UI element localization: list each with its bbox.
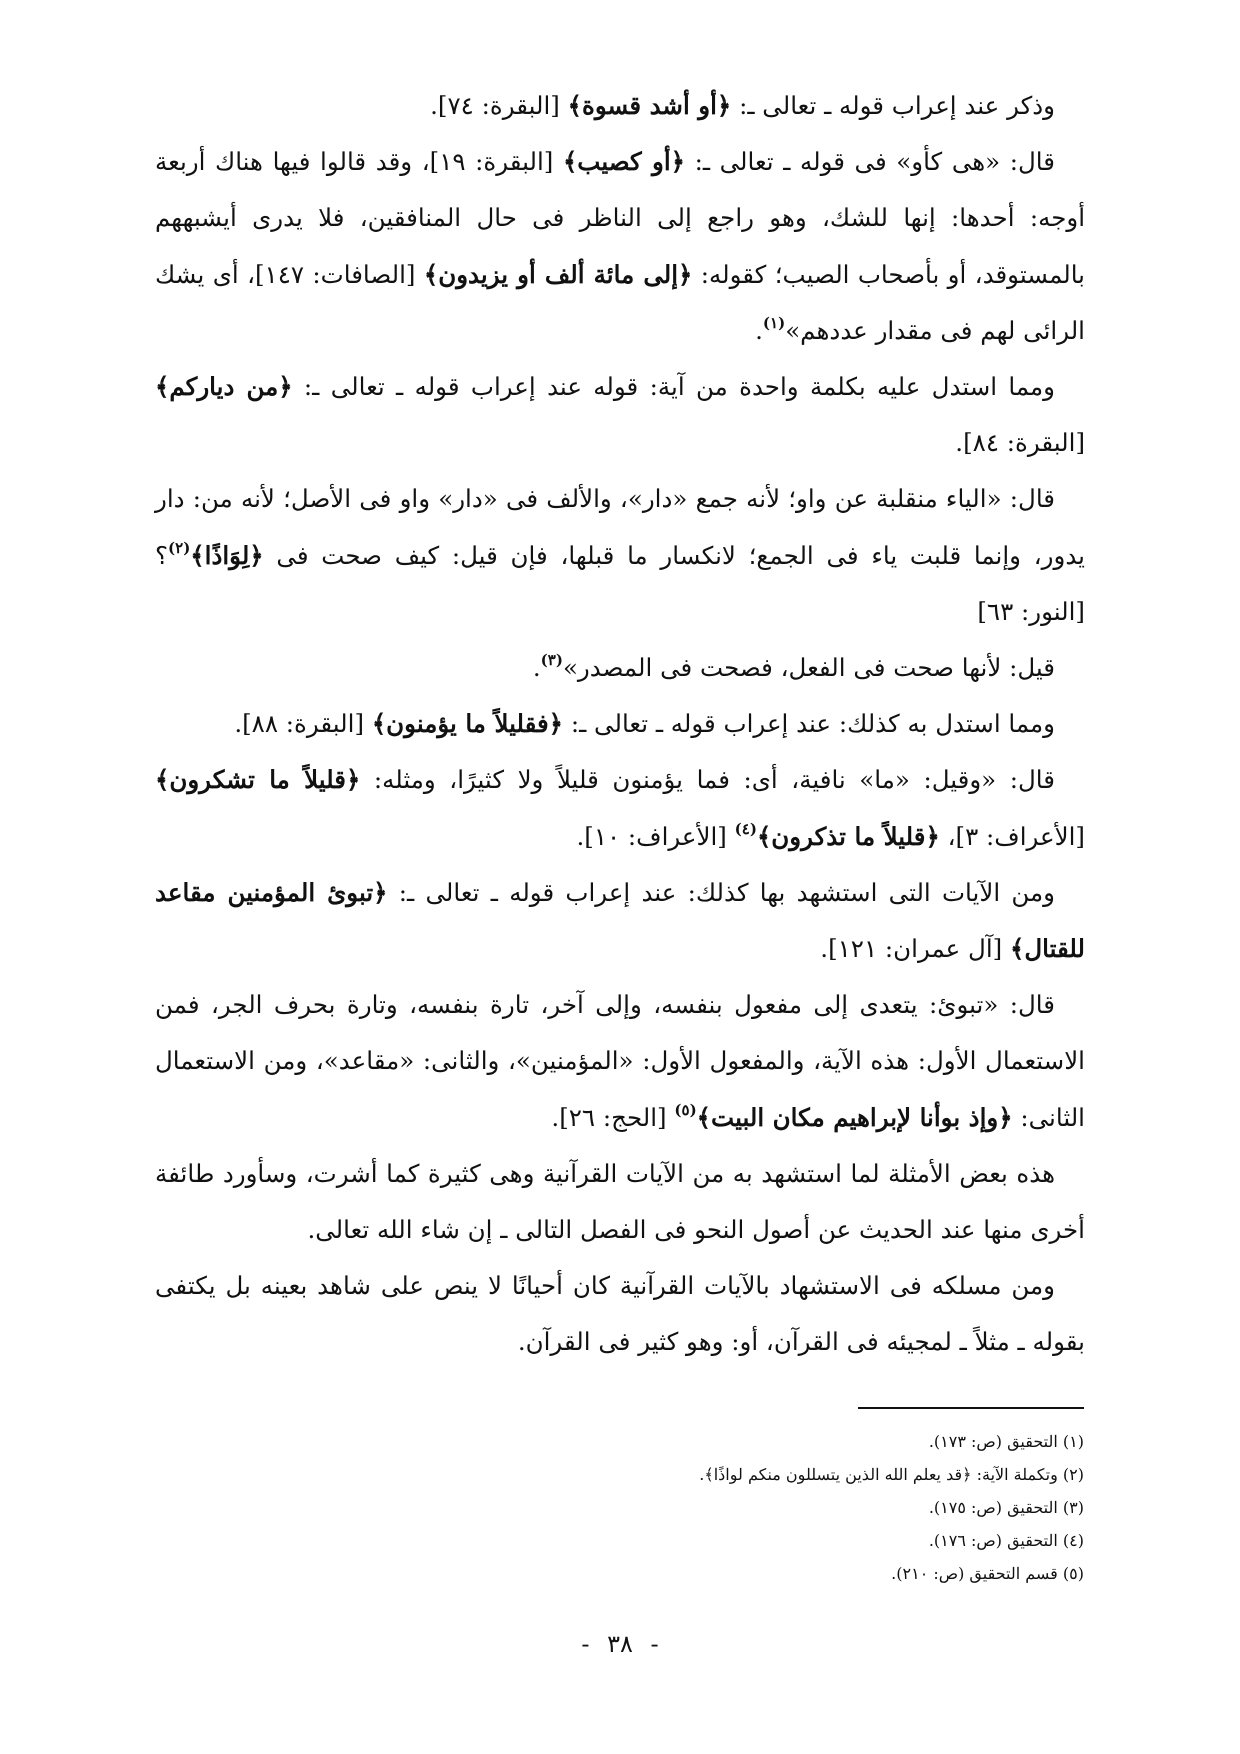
footnote-2: (٢) وتكملة الآية: ﴿قد يعلم الله الذين يتسللون منكم لواذًا﴾. bbox=[699, 1465, 1084, 1484]
text-run: [آل عمران: ١٢١]. bbox=[820, 934, 1011, 964]
quran-quote: ﴿فقليلاً ما يؤمنون﴾ bbox=[371, 709, 564, 739]
text-run: [الأعراف: ١٠]. bbox=[576, 821, 735, 851]
text-run: [البقرة: ٨٤]. bbox=[955, 428, 1085, 458]
text-run: هذه بعض الأمثلة لما استشهد به من الآيات القرآنية وهى كثيرة كما أشرت، وسأورد طائفة أخرى منها عند الحديث عن أصول النحو فى الفصل التالى ـ إن شاء الله تعالى. bbox=[155, 1158, 1085, 1245]
footnote-ref: (١) bbox=[762, 313, 786, 332]
quran-quote: ﴿وإذ بوأنا لإبراهيم مكان البيت﴾ bbox=[696, 1102, 1013, 1132]
text-run: ومما استدل عليه بكلمة واحدة من آية: قوله عند إعراب قوله ـ تعالى ـ: bbox=[292, 372, 1055, 402]
text-run: ؟ [النور: ٦٣] bbox=[155, 540, 1085, 626]
paragraph bbox=[155, 977, 1085, 1146]
text-run: ومن مسلكه فى الاستشهاد بالآيات القرآنية كان أحيانًا لا ينص على شاهد بعينه بل يكتفى بقوله ـ مثلاً ـ لمجيئه فى القرآن، أو: وهو كثير فى القرآن. bbox=[155, 1271, 1085, 1357]
quran-quote: ﴿تبوئ المؤمنين مقاعد للقتال﴾ bbox=[155, 877, 1085, 964]
paragraph bbox=[155, 865, 1085, 977]
page-number: - ٣٨ - bbox=[581, 1630, 659, 1658]
paragraph bbox=[155, 359, 1085, 471]
quran-quote: ﴿قليلاً ما تذكرون﴾ bbox=[756, 821, 940, 851]
footnote-ref: (٥) bbox=[674, 1100, 697, 1119]
paragraph bbox=[155, 471, 1085, 640]
text-run: [الصافات: ١٤٧]، أى يشك الرائى لهم فى مقدار عددهم» bbox=[155, 259, 1085, 345]
paragraph bbox=[155, 640, 1085, 696]
quran-quote: ﴿لِوَاذًا﴾ bbox=[190, 540, 264, 570]
text-run: قال: «وقيل: «ما» نافية، أى: فما يؤمنون قليلاً ولا كثيرًا، ومثله: bbox=[360, 765, 1055, 795]
main-text-body bbox=[155, 78, 1085, 1371]
footnote-ref: (٣) bbox=[540, 651, 563, 670]
quran-quote: ﴿إلى مائة ألف أو يزيدون﴾ bbox=[423, 259, 693, 289]
footnote-separator bbox=[858, 1407, 1084, 1409]
text-run: [الأعراف: ٣]، bbox=[939, 821, 1085, 851]
quran-quote: ﴿أو أشد قسوة﴾ bbox=[567, 91, 732, 120]
text-run: قيل: لأنها صحت فى الفعل، فصحت فى المصدر» bbox=[562, 653, 1055, 683]
text-run: قال: «تبوئ: يتعدى إلى مفعول بنفسه، وإلى آخر، تارة بنفسه، وتارة بحرف الجر، فمن الاستعمال الأول: هذه الآية، والمفعول الأول: «المؤمنين»، والثانى: «مقاعد»، ومن الاستعمال الثانى: bbox=[155, 990, 1085, 1132]
text-run: [البقرة: ١٩]، وقد قالوا فيها هناك أربعة أوجه: أحدها: إنها للشك، وهو راجع إلى الناظر فى حال المنافقين، فلا يدرى أيشبههم بالمستوقد، أو بأصحاب الصيب؛ كقوله: bbox=[155, 147, 1085, 289]
text-run: وذكر عند إعراب قوله ـ تعالى ـ: bbox=[731, 91, 1055, 120]
paragraph bbox=[155, 696, 1085, 752]
paragraph bbox=[155, 1146, 1085, 1258]
text-run: قال: «الياء منقلبة عن واو؛ لأنه جمع «دار»، والألف فى «دار» واو فى الأصل؛ لأنه من: دار يدور، وإنما قلبت ياء فى الجمع؛ لانكسار ما قبلها، فإن قيل: كيف صحت فى bbox=[155, 484, 1085, 570]
paragraph bbox=[155, 752, 1085, 864]
paragraph bbox=[155, 78, 1085, 134]
paragraph bbox=[155, 134, 1085, 359]
text-run: [البقرة: ٨٨]. bbox=[234, 709, 372, 739]
text-run: [الحج: ٢٦]. bbox=[551, 1102, 675, 1132]
footnote-3: (٣) التحقيق (ص: ١٧٥). bbox=[928, 1498, 1084, 1517]
footnote-1: (١) التحقيق (ص: ١٧٣). bbox=[928, 1432, 1084, 1451]
footnote-ref: (٢) bbox=[168, 538, 191, 557]
footnote-ref: (٤) bbox=[734, 819, 757, 838]
footnote-4: (٤) التحقيق (ص: ١٧٦). bbox=[928, 1531, 1084, 1550]
paragraph bbox=[155, 1258, 1085, 1370]
footnote-5: (٥) قسم التحقيق (ص: ٢١٠). bbox=[891, 1564, 1084, 1583]
text-run: [البقرة: ٧٤]. bbox=[430, 91, 568, 120]
quran-quote: ﴿قليلاً ما تشكرون﴾ bbox=[155, 765, 361, 795]
text-run: . bbox=[532, 653, 541, 683]
text-run: ومن الآيات التى استشهد بها كذلك: عند إعراب قوله ـ تعالى ـ: bbox=[387, 877, 1055, 907]
quran-quote: ﴿أو كصيب﴾ bbox=[562, 147, 685, 177]
text-run: قال: «هى كأو» فى قوله ـ تعالى ـ: bbox=[685, 147, 1055, 177]
text-run: . bbox=[755, 315, 763, 345]
quran-quote: ﴿من دياركم﴾ bbox=[155, 372, 293, 402]
footnotes bbox=[700, 1425, 1084, 1590]
text-run: ومما استدل به كذلك: عند إعراب قوله ـ تعالى ـ: bbox=[563, 709, 1055, 739]
